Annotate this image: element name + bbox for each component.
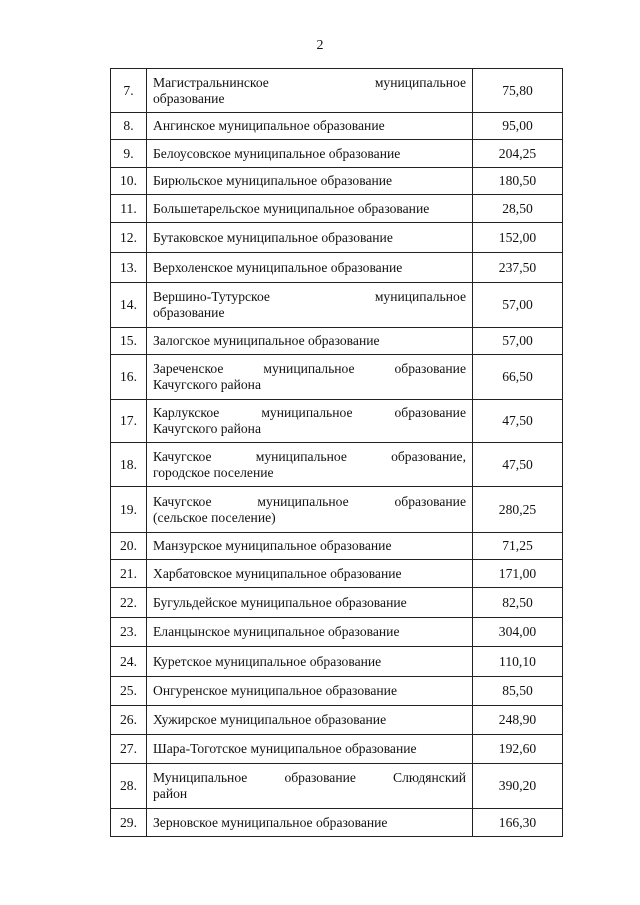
row-number: 8. <box>111 113 147 140</box>
name-line: Ангинское муниципальное образование <box>153 118 385 133</box>
allocation-value: 166,30 <box>473 809 563 837</box>
municipality-name <box>147 168 473 195</box>
row-number: 10. <box>111 168 147 195</box>
name-line: Качугское муниципальное образование <box>153 493 466 509</box>
row-number: 28. <box>111 764 147 809</box>
allocation-value: 304,00 <box>473 618 563 647</box>
municipality-name <box>147 487 473 533</box>
table-row <box>111 140 563 168</box>
allocation-value: 57,00 <box>473 283 563 328</box>
municipality-name <box>147 677 473 706</box>
table-row <box>111 168 563 195</box>
row-number: 27. <box>111 735 147 764</box>
name-line: городское поселение <box>153 464 274 480</box>
allocation-value: 192,60 <box>473 735 563 764</box>
name-line: Качугского района <box>153 421 261 436</box>
table-row <box>111 487 563 533</box>
table-row <box>111 400 563 443</box>
municipality-name <box>147 647 473 677</box>
name-line: Верхоленское муниципальное образование <box>153 259 403 275</box>
table-row <box>111 618 563 647</box>
allocation-value: 204,25 <box>473 140 563 168</box>
allocation-value: 152,00 <box>473 223 563 253</box>
row-number: 16. <box>111 355 147 400</box>
allocation-value: 28,50 <box>473 195 563 223</box>
row-number: 18. <box>111 443 147 487</box>
allocation-value: 57,00 <box>473 328 563 355</box>
row-number: 11. <box>111 195 147 223</box>
table-row <box>111 253 563 283</box>
name-line: (сельское поселение) <box>153 509 276 525</box>
table-row <box>111 328 563 355</box>
row-number: 7. <box>111 69 147 113</box>
municipality-name <box>147 588 473 618</box>
allocation-value: 47,50 <box>473 400 563 443</box>
municipality-name <box>147 69 473 113</box>
table-row <box>111 283 563 328</box>
name-line: Харбатовское муниципальное образование <box>153 565 402 581</box>
allocation-value: 171,00 <box>473 560 563 588</box>
allocation-value: 47,50 <box>473 443 563 487</box>
row-number: 21. <box>111 560 147 588</box>
row-number: 22. <box>111 588 147 618</box>
municipality-name <box>147 735 473 764</box>
row-number: 19. <box>111 487 147 533</box>
table-row <box>111 809 563 837</box>
name-line: Хужирское муниципальное образование <box>153 712 387 727</box>
municipality-name <box>147 223 473 253</box>
name-line: Вершино-Тутурское муниципальное <box>153 289 466 304</box>
name-line: Бугульдейское муниципальное образование <box>153 594 407 610</box>
municipality-name <box>147 328 473 355</box>
name-line: Качугское муниципальное образование, <box>153 448 466 464</box>
allocation-value: 110,10 <box>473 647 563 677</box>
row-number: 12. <box>111 223 147 253</box>
name-line: Шара-Тоготское муниципальное образование <box>153 741 417 756</box>
municipality-name <box>147 809 473 837</box>
table-row <box>111 533 563 560</box>
table-row <box>111 195 563 223</box>
table-row <box>111 677 563 706</box>
allocation-value: 95,00 <box>473 113 563 140</box>
page-number: 2 <box>316 38 324 53</box>
row-number: 17. <box>111 400 147 443</box>
municipality-name <box>147 113 473 140</box>
name-line: Еланцынское муниципальное образование <box>153 624 400 639</box>
municipality-name <box>147 400 473 443</box>
allocation-value: 280,25 <box>473 487 563 533</box>
row-number: 13. <box>111 253 147 283</box>
name-line: Муниципальное образование Слюдянский <box>153 770 466 785</box>
municipality-name <box>147 253 473 283</box>
name-line: Карлукское муниципальное образование <box>153 405 466 420</box>
name-line: Зерновское муниципальное образование <box>153 814 388 830</box>
municipality-name <box>147 195 473 223</box>
allocation-value: 71,25 <box>473 533 563 560</box>
name-line: Бутаковское муниципальное образование <box>153 229 393 245</box>
row-number: 23. <box>111 618 147 647</box>
allocation-value: 66,50 <box>473 355 563 400</box>
allocation-value: 75,80 <box>473 69 563 113</box>
row-number: 24. <box>111 647 147 677</box>
table-row <box>111 560 563 588</box>
table-row <box>111 223 563 253</box>
name-line: Большетарельское муниципальное образование <box>153 200 430 216</box>
table-row <box>111 69 563 113</box>
allocation-value: 237,50 <box>473 253 563 283</box>
name-line: район <box>153 786 188 801</box>
name-line: Куретское муниципальное образование <box>153 653 382 669</box>
allocation-value: 248,90 <box>473 706 563 735</box>
table-row <box>111 735 563 764</box>
table-body <box>111 69 563 837</box>
table-row <box>111 706 563 735</box>
municipality-name <box>147 533 473 560</box>
municipality-name <box>147 618 473 647</box>
table-row <box>111 647 563 677</box>
table-row <box>111 443 563 487</box>
municipality-name <box>147 283 473 328</box>
allocation-value: 390,20 <box>473 764 563 809</box>
row-number: 29. <box>111 809 147 837</box>
name-line: Зареченское муниципальное образование <box>153 361 466 376</box>
allocation-value: 85,50 <box>473 677 563 706</box>
name-line: Белоусовское муниципальное образование <box>153 145 401 161</box>
municipality-name <box>147 140 473 168</box>
row-number: 9. <box>111 140 147 168</box>
municipality-name <box>147 764 473 809</box>
municipality-name <box>147 560 473 588</box>
name-line: Магистральнинское муниципальное <box>153 74 466 90</box>
municipality-name <box>147 443 473 487</box>
row-number: 26. <box>111 706 147 735</box>
name-line: Качугского района <box>153 377 261 392</box>
allocation-value: 82,50 <box>473 588 563 618</box>
table-row <box>111 113 563 140</box>
municipality-name <box>147 706 473 735</box>
table-row <box>111 588 563 618</box>
table-row <box>111 764 563 809</box>
name-line: образование <box>153 305 225 320</box>
row-number: 25. <box>111 677 147 706</box>
municipality-name <box>147 355 473 400</box>
allocation-value: 180,50 <box>473 168 563 195</box>
name-line: Манзурское муниципальное образование <box>153 538 392 553</box>
name-line: Бирюльское муниципальное образование <box>153 173 393 188</box>
row-number: 14. <box>111 283 147 328</box>
name-line: Залогское муниципальное образование <box>153 333 380 348</box>
name-line: Онгуренское муниципальное образование <box>153 683 397 698</box>
table-row <box>111 355 563 400</box>
row-number: 20. <box>111 533 147 560</box>
allocation-table <box>110 68 563 837</box>
row-number: 15. <box>111 328 147 355</box>
name-line: образование <box>153 90 225 106</box>
